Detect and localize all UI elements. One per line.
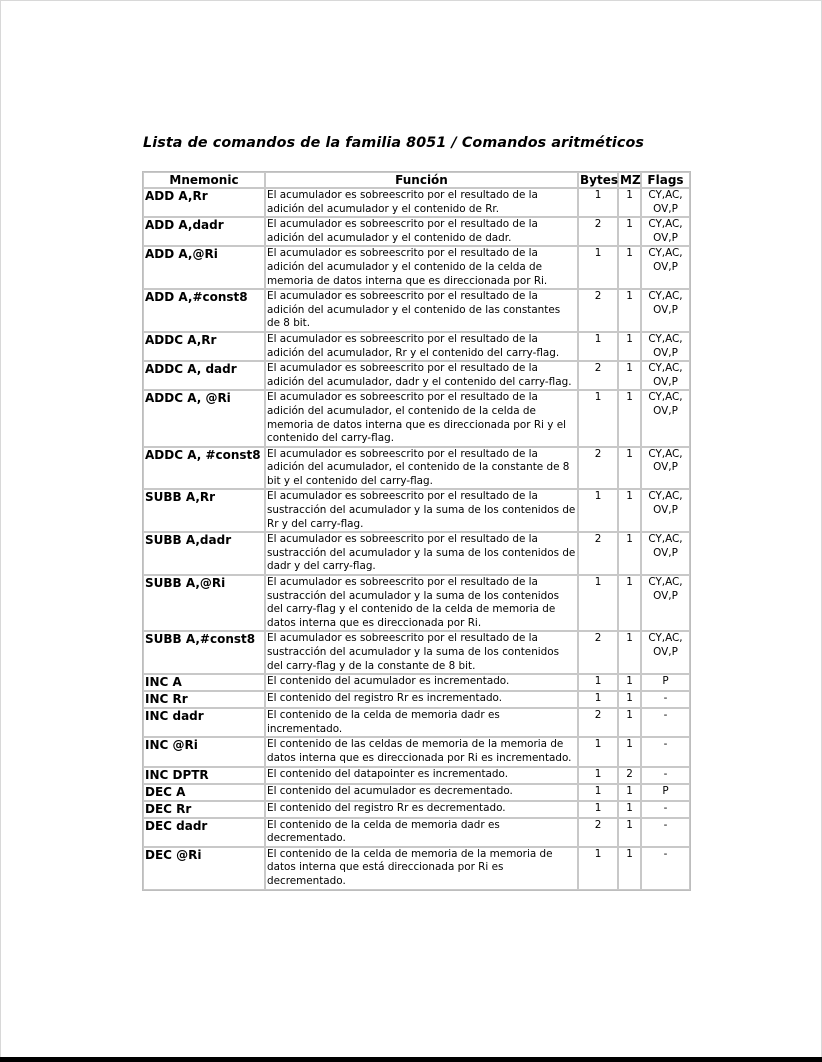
cell-mz: 1 — [618, 631, 641, 674]
cell-flags: CY,AC, OV,P — [641, 489, 690, 532]
cell-mnemonic: ADD A,@Ri — [143, 246, 265, 289]
cell-bytes: 1 — [578, 847, 618, 890]
cell-flags: CY,AC, OV,P — [641, 332, 690, 361]
cell-bytes: 1 — [578, 674, 618, 691]
cell-bytes: 1 — [578, 767, 618, 784]
cell-mnemonic: ADDC A, #const8 — [143, 447, 265, 490]
cell-bytes: 2 — [578, 447, 618, 490]
cell-bytes: 1 — [578, 332, 618, 361]
cell-flags: - — [641, 708, 690, 737]
table-row — [143, 691, 690, 708]
cell-function: El acumulador es sobreescrito por el resultado de la adición del acumulador y el contenido de dadr. — [265, 217, 578, 246]
cell-mz: 1 — [618, 447, 641, 490]
cell-mz: 1 — [618, 289, 641, 332]
cell-mnemonic: SUBB A,#const8 — [143, 631, 265, 674]
cell-bytes: 2 — [578, 289, 618, 332]
page-title: Lista de comandos de la familia 8051 / Comandos aritméticos — [143, 135, 644, 151]
cell-function: El acumulador es sobreescrito por el resultado de la adición del acumulador y el contenido de la celda de memoria de datos interna que es direccionada por Ri. — [265, 246, 578, 289]
table-row — [143, 801, 690, 818]
table-row — [143, 767, 690, 784]
cell-mnemonic: ADDC A, @Ri — [143, 390, 265, 446]
cell-flags: CY,AC, OV,P — [641, 575, 690, 631]
cell-bytes: 1 — [578, 801, 618, 818]
cell-bytes: 1 — [578, 737, 618, 766]
cell-mnemonic: ADD A,Rr — [143, 188, 265, 217]
commands-table — [142, 171, 691, 891]
table-row — [143, 390, 690, 446]
cell-bytes: 2 — [578, 532, 618, 575]
cell-flags: CY,AC, OV,P — [641, 246, 690, 289]
table-row — [143, 575, 690, 631]
bottom-bar — [0, 1057, 822, 1062]
cell-mz: 1 — [618, 217, 641, 246]
table-row — [143, 217, 690, 246]
cell-mz: 1 — [618, 532, 641, 575]
cell-mz: 1 — [618, 784, 641, 801]
cell-mz: 2 — [618, 767, 641, 784]
cell-flags: CY,AC, OV,P — [641, 447, 690, 490]
cell-mz: 1 — [618, 801, 641, 818]
table-row — [143, 818, 690, 847]
cell-function: El acumulador es sobreescrito por el resultado de la sustracción del acumulador y la suma de los contenidos de dadr y del carry-flag. — [265, 532, 578, 575]
cell-bytes: 1 — [578, 784, 618, 801]
table-row — [143, 847, 690, 890]
cell-mz: 1 — [618, 332, 641, 361]
table-row — [143, 246, 690, 289]
cell-function: El acumulador es sobreescrito por el resultado de la sustracción del acumulador y la suma de los contenidos de Rr y del carry-flag. — [265, 489, 578, 532]
table-row — [143, 708, 690, 737]
cell-flags: CY,AC, OV,P — [641, 631, 690, 674]
cell-mnemonic: INC A — [143, 674, 265, 691]
cell-function: El contenido de la celda de memoria dadr es incrementado. — [265, 708, 578, 737]
cell-flags: - — [641, 691, 690, 708]
cell-mnemonic: INC DPTR — [143, 767, 265, 784]
table-header-row — [143, 172, 690, 188]
cell-bytes: 2 — [578, 361, 618, 390]
cell-flags: CY,AC, OV,P — [641, 390, 690, 446]
header-mz: MZ — [620, 173, 641, 187]
cell-bytes: 2 — [578, 217, 618, 246]
header-bytes: Bytes — [580, 173, 618, 187]
cell-function: El acumulador es sobreescrito por el resultado de la sustracción del acumulador y la suma de los contenidos del carry-flag y el contenido de la celda de memoria de datos interna que es direccionada por Ri. — [265, 575, 578, 631]
cell-bytes: 1 — [578, 691, 618, 708]
table-row — [143, 674, 690, 691]
cell-function: El contenido de la celda de memoria de la memoria de datos interna que está direccionada por Ri es decrementado. — [265, 847, 578, 890]
cell-function: El contenido de la celda de memoria dadr es decrementado. — [265, 818, 578, 847]
cell-bytes: 2 — [578, 708, 618, 737]
cell-flags: CY,AC, OV,P — [641, 188, 690, 217]
cell-function: El contenido del datapointer es incrementado. — [265, 767, 578, 784]
cell-mz: 1 — [618, 674, 641, 691]
cell-flags: CY,AC, OV,P — [641, 289, 690, 332]
cell-bytes: 1 — [578, 390, 618, 446]
table-row — [143, 784, 690, 801]
cell-function: El acumulador es sobreescrito por el resultado de la adición del acumulador, el contenido de la celda de memoria de datos interna que es direccionada por Ri y el contenido del carry-flag. — [265, 390, 578, 446]
cell-function: El contenido del acumulador es incrementado. — [265, 674, 578, 691]
cell-function: El acumulador es sobreescrito por el resultado de la adición del acumulador y el contenido de Rr. — [265, 188, 578, 217]
table-row — [143, 332, 690, 361]
cell-mz: 1 — [618, 691, 641, 708]
cell-function: El contenido de las celdas de memoria de la memoria de datos interna que es direccionada por Ri es incrementado. — [265, 737, 578, 766]
cell-flags: P — [641, 784, 690, 801]
cell-mz: 1 — [618, 489, 641, 532]
table-row — [143, 447, 690, 490]
cell-bytes: 2 — [578, 631, 618, 674]
cell-mnemonic: ADDC A, dadr — [143, 361, 265, 390]
cell-mnemonic: ADD A,dadr — [143, 217, 265, 246]
cell-flags: CY,AC, OV,P — [641, 217, 690, 246]
table-row — [143, 489, 690, 532]
header-flags: Flags — [641, 172, 690, 188]
table-row — [143, 532, 690, 575]
cell-mnemonic: DEC @Ri — [143, 847, 265, 890]
cell-flags: CY,AC, OV,P — [641, 361, 690, 390]
cell-function: El contenido del registro Rr es decrementado. — [265, 801, 578, 818]
cell-flags: - — [641, 818, 690, 847]
table-row — [143, 188, 690, 217]
cell-mz: 1 — [618, 818, 641, 847]
cell-flags: - — [641, 737, 690, 766]
header-mnemonic: Mnemonic — [143, 172, 265, 188]
cell-function: El acumulador es sobreescrito por el resultado de la adición del acumulador y el contenido de las constantes de 8 bit. — [265, 289, 578, 332]
cell-bytes: 1 — [578, 246, 618, 289]
cell-bytes: 1 — [578, 575, 618, 631]
cell-mnemonic: INC dadr — [143, 708, 265, 737]
cell-function: El contenido del acumulador es decrementado. — [265, 784, 578, 801]
cell-mz: 1 — [618, 708, 641, 737]
cell-mz: 1 — [618, 737, 641, 766]
cell-mnemonic: DEC A — [143, 784, 265, 801]
cell-mnemonic: DEC dadr — [143, 818, 265, 847]
cell-flags: - — [641, 801, 690, 818]
cell-mnemonic: ADDC A,Rr — [143, 332, 265, 361]
cell-flags: - — [641, 847, 690, 890]
cell-bytes: 1 — [578, 489, 618, 532]
cell-flags: - — [641, 767, 690, 784]
cell-mnemonic: DEC Rr — [143, 801, 265, 818]
cell-function: El acumulador es sobreescrito por el resultado de la adición del acumulador, dadr y el contenido del carry-flag. — [265, 361, 578, 390]
cell-function: El acumulador es sobreescrito por el resultado de la adición del acumulador, Rr y el contenido del carry-flag. — [265, 332, 578, 361]
table-row — [143, 289, 690, 332]
cell-mnemonic: INC @Ri — [143, 737, 265, 766]
table-row — [143, 361, 690, 390]
cell-mz: 1 — [618, 361, 641, 390]
table-row — [143, 631, 690, 674]
cell-function: El acumulador es sobreescrito por el resultado de la adición del acumulador, el contenido de la constante de 8 bit y el contenido del carry-flag. — [265, 447, 578, 490]
cell-mnemonic: ADD A,#const8 — [143, 289, 265, 332]
cell-mnemonic: SUBB A,dadr — [143, 532, 265, 575]
cell-mz: 1 — [618, 188, 641, 217]
cell-mnemonic: INC Rr — [143, 691, 265, 708]
cell-mz: 1 — [618, 390, 641, 446]
cell-mz: 1 — [618, 246, 641, 289]
cell-flags: CY,AC, OV,P — [641, 532, 690, 575]
cell-mz: 1 — [618, 575, 641, 631]
cell-flags: P — [641, 674, 690, 691]
cell-bytes: 2 — [578, 818, 618, 847]
cell-mz: 1 — [618, 847, 641, 890]
table-row — [143, 737, 690, 766]
cell-mnemonic: SUBB A,Rr — [143, 489, 265, 532]
cell-function: El acumulador es sobreescrito por el resultado de la sustracción del acumulador y la suma de los contenidos del carry-flag y de la constante de 8 bit. — [265, 631, 578, 674]
header-function: Función — [265, 172, 578, 188]
cell-function: El contenido del registro Rr es incrementado. — [265, 691, 578, 708]
cell-bytes: 1 — [578, 188, 618, 217]
cell-mnemonic: SUBB A,@Ri — [143, 575, 265, 631]
